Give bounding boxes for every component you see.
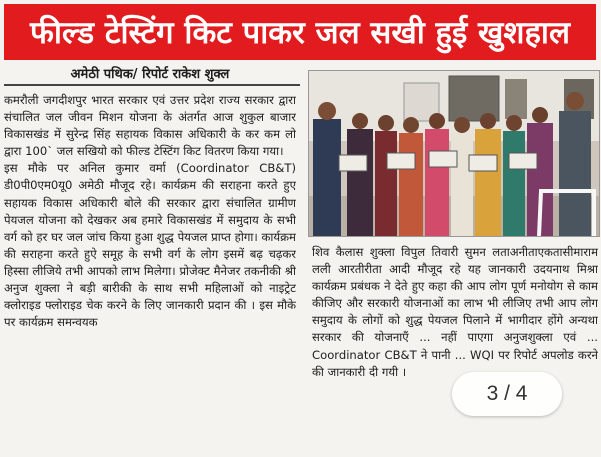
article-column-left xyxy=(4,92,296,452)
page-indicator[interactable] xyxy=(452,372,562,416)
paragraph: कमरौली जगदीशपुर भारत सरकार एवं उत्तर प्रदेश राज्य सरकार द्वारा संचालित जल जीवन मिशन योजना के अंतर्गत आज शुकुल बाजार विकासखंड में सुरेन्द्र सिंह सहायक विकास अधिकारी के कर कम लो द्वारा 100` जल सखियो को फील्ड टेस्टिंग किट वितरण किया गया। xyxy=(4,93,296,159)
page-indicator-label: 3 / 4 xyxy=(486,382,528,405)
byline: अमेठी पथिक/ रिपोर्ट राकेश शुक्ल xyxy=(70,67,230,82)
headline-banner xyxy=(4,4,596,60)
paragraph: इस मौके पर अनिल कुमार वर्मा (Coordinator CB&T) डी0पी0एम0यू0 अमेठी मौजूद रहे। कार्यक्रम की सराहना करते हुए सहायक विकास अधिकारी बोले की सरकार द्वारा संचालित ग्रामीण पेयजल योजना को देखकर अब हमारे विकासखंड में समुदाय के सभी वर्ग को हर घर जल जांच किया हुआ शुद्ध पेयजल प्राप्त होगा। कार्यक्रम की सराहना करते हुऐ समूह के सभी वर्ग के लोग इसमें बढ़ चढ़कर हिस्सा लीजिये तभी आपको लाभ मिलेगा। प्रोजेक्ट मैनेजर तकनीकी श्री अनुज शुक्ला ने बड़ी बारीकी के साथ सभी महिलाओं को नाइट्रेट क्लोराइड फ्लोराइड चेक करने के लिए जानकारी प्रदान की । इस मौके पर कार्यक्रम समन्वयक xyxy=(4,161,296,330)
group-photo-icon xyxy=(308,70,600,237)
headline-text: फील्ड टेस्टिंग किट पाकर जल सखी हुई खुशहाल xyxy=(30,15,570,51)
article-column-right xyxy=(312,244,598,454)
divider xyxy=(4,84,300,86)
paragraph: शिव कैलास शुक्ला विपुल तिवारी सुमन लताअनीताएकतासीमाराम लली आरतीरीता आदी मौजूद रहे यह जानकारी उदयनाथ मिश्रा कार्यक्रम प्रबंधक ने देते हुए कहा की आप लोग पूर्ण मनोयोग से काम कीजिए और सरकारी योजनाओं का लाभ भी लीजिए तभी आप लोग समुदाय के लोगों को शुद्ध पेयजल पिलाने में भागीदार होंगे अन्यथा सरकार की योजनाएँ ... नहीं पाएगा अनुजशुक्ला एवं ... Coordinator CB&T ने पानी ... WQI पर रिपोर्ट अपलोड करने की जानकारी दी गयी । xyxy=(312,245,598,379)
